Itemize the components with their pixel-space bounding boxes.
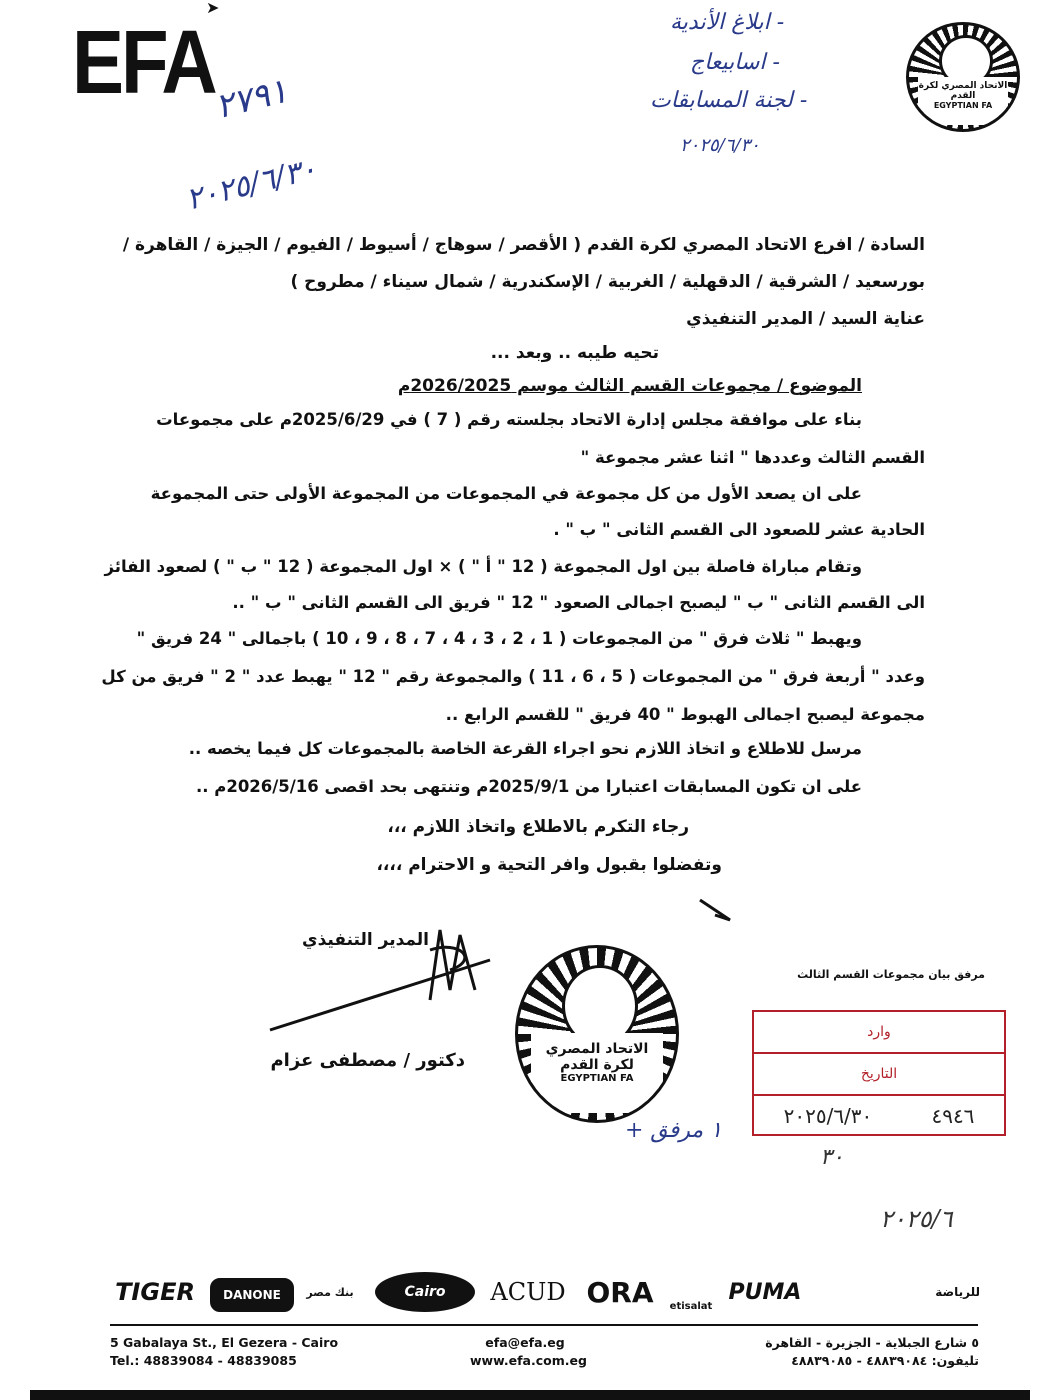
sponsor-cairo: Cairo — [375, 1272, 475, 1312]
greeting: تحيه طيبه .. وبعد ... — [490, 343, 659, 363]
handwritten-routing-date: ٢٠٢٥/٦/٣٠ — [680, 135, 760, 156]
logo-arrow-icon: ➤ — [206, 0, 220, 17]
body-line-5: وتقام مباراة فاصلة بين اول المجموعة ( 12 " أ " ) × اول المجموعة ( 12 " ب " ) لصعود الفائز — [104, 557, 862, 576]
stamp-row-incoming: وارد — [754, 1012, 1004, 1054]
footer-phone-en: Tel.: 48839084 - 48839085 — [110, 1353, 297, 1368]
body-line-7: ويهبط " ثلاث فرق " من المجموعات ( 1 ، 2 ، 3 ، 4 ، 7 ، 8 ، 9 ، 10 ) باجمالى " 24 فريق " — [136, 629, 862, 648]
body-line-3: على ان يصعد الأول من كل مجموعة في المجموعات من المجموعة الأولى حتى المجموعة — [150, 484, 862, 503]
sponsor-tiger: TIGER — [115, 1278, 195, 1306]
addressee-line-1: السادة / افرع الاتحاد المصري لكرة القدم ( الأقصر / سوهاج / أسيوط / الفيوم / الجيزة / القاهرة / — [122, 235, 925, 255]
handwritten-footer-2: ٢٠٢٥/٦ — [880, 1205, 953, 1233]
footer-divider — [110, 1324, 978, 1326]
attachment-note: مرفق بيان مجموعات القسم الثالث — [797, 968, 985, 981]
efa-round-stamp — [515, 945, 679, 1123]
body-line-4: الحادية عشر للصعود الى القسم الثانى " ب " . — [553, 520, 925, 539]
body-line-8: وعدد " أربعة فرق " من المجموعات ( 5 ، 6 ، 11 ) والمجموعة رقم " 12 " يهبط عدد " 2 " فريق من كل — [101, 667, 925, 686]
handwritten-footer-1: ٣٠ — [820, 1145, 844, 1170]
subject: الموضوع / مجموعات القسم الثالث موسم 2026/2025م — [397, 376, 862, 396]
footer-address-ar: ٥ شارع الجبلاية - الجزيرة - القاهرة — [765, 1335, 979, 1350]
stamp-text-en: EGYPTIAN FA — [560, 1072, 634, 1084]
stamp-date: ٢٠٢٥/٦/٣٠ — [783, 1104, 873, 1128]
body-line-6: الى القسم الثانى " ب " ليصبح اجمالى الصعود " 12 " فريق الى القسم الثانى " ب " .. — [232, 593, 925, 612]
handwritten-routing-2: - اسابيعاج — [690, 50, 780, 75]
footer-email[interactable]: efa@efa.eg — [485, 1335, 565, 1350]
signature-title: المدير التنفيذي — [302, 930, 429, 950]
seal-text-ar: الاتحاد المصري لكرة القدم — [918, 81, 1008, 102]
body-line-2: القسم الثالث وعددها " اثنا عشر مجموعة " — [580, 448, 925, 467]
sponsor-acud: ACUD — [490, 1278, 566, 1306]
closing-line-1: رجاء التكرم بالاطلاع واتخاذ اللازم ،،، — [387, 817, 689, 837]
body-line-9: مجموعة ليصبح اجمالى الهبوط " 40 فريق " للقسم الرابع .. — [445, 705, 925, 724]
handwritten-routing-1: - ابلاغ الأندية — [670, 10, 785, 35]
sponsor-danone: DANONE — [210, 1278, 294, 1312]
efa-seal-logo — [906, 22, 1020, 132]
scan-edge — [30, 1390, 1030, 1400]
signature-name: دكتور / مصطفى عزام — [270, 1050, 465, 1071]
stamp-number: ٤٩٤٦ — [931, 1104, 975, 1128]
handwritten-routing-3: - لجنة المسابقات — [650, 88, 808, 113]
handwritten-ref-number: ٢٧٩١ — [211, 70, 292, 128]
seal-text-en: EGYPTIAN FA — [933, 101, 993, 111]
footer-website[interactable]: www.efa.com.eg — [470, 1353, 587, 1368]
sponsor-puma: PUMA — [728, 1279, 802, 1305]
footer-address-en: 5 Gabalaya St., El Gezera - Cairo — [110, 1335, 339, 1350]
handwritten-attachment: ١ مرفق + — [625, 1118, 723, 1143]
body-line-10: مرسل للاطلاع و اتخاذ اللازم نحو اجراء القرعة الخاصة بالمجموعات كل فيما يخصه .. — [188, 739, 862, 758]
footer-phone-ar: تليفون: ٤٨٨٣٩٠٨٤ - ٤٨٨٣٩٠٨٥ — [791, 1353, 979, 1368]
sponsor-sports: للرياضة — [935, 1285, 980, 1299]
footer-en — [110, 1334, 338, 1370]
footer-web — [470, 1334, 587, 1370]
stamp-text-ar: الاتحاد المصري لكرة القدم — [545, 1040, 649, 1073]
addressee-line-2: بورسعيد / الشرقية / الدقهلية / الغربية / الإسكندرية / شمال سيناء / مطروح ) — [290, 272, 925, 292]
sponsor-ora: ORA — [586, 1275, 654, 1309]
footer-ar — [765, 1334, 979, 1370]
addressee-line-3: عناية السيد / المدير التنفيذي — [686, 309, 925, 329]
body-line-11: على ان تكون المسابقات اعتبارا من 2025/9/1م وتنتهى بحد اقصى 2026/5/16م .. — [195, 777, 862, 796]
handwritten-ref-date: ٢٠٢٥/٦/٣٠ — [182, 151, 321, 218]
stamp-row-date-label: التاريخ — [754, 1054, 1004, 1096]
body-line-1: بناء على موافقة مجلس إدارة الاتحاد بجلسته رقم ( 7 ) في 2025/6/29م على مجموعات — [156, 410, 862, 429]
closing-line-2: وتفضلوا بقبول وافر التحية و الاحترام ،،،، — [376, 855, 722, 875]
sponsor-banque-misr: بنك مصر — [306, 1285, 354, 1299]
incoming-stamp — [752, 1010, 1006, 1136]
efa-logo: EFA — [72, 11, 215, 113]
sponsor-etisalat: etisalat — [669, 1301, 713, 1312]
